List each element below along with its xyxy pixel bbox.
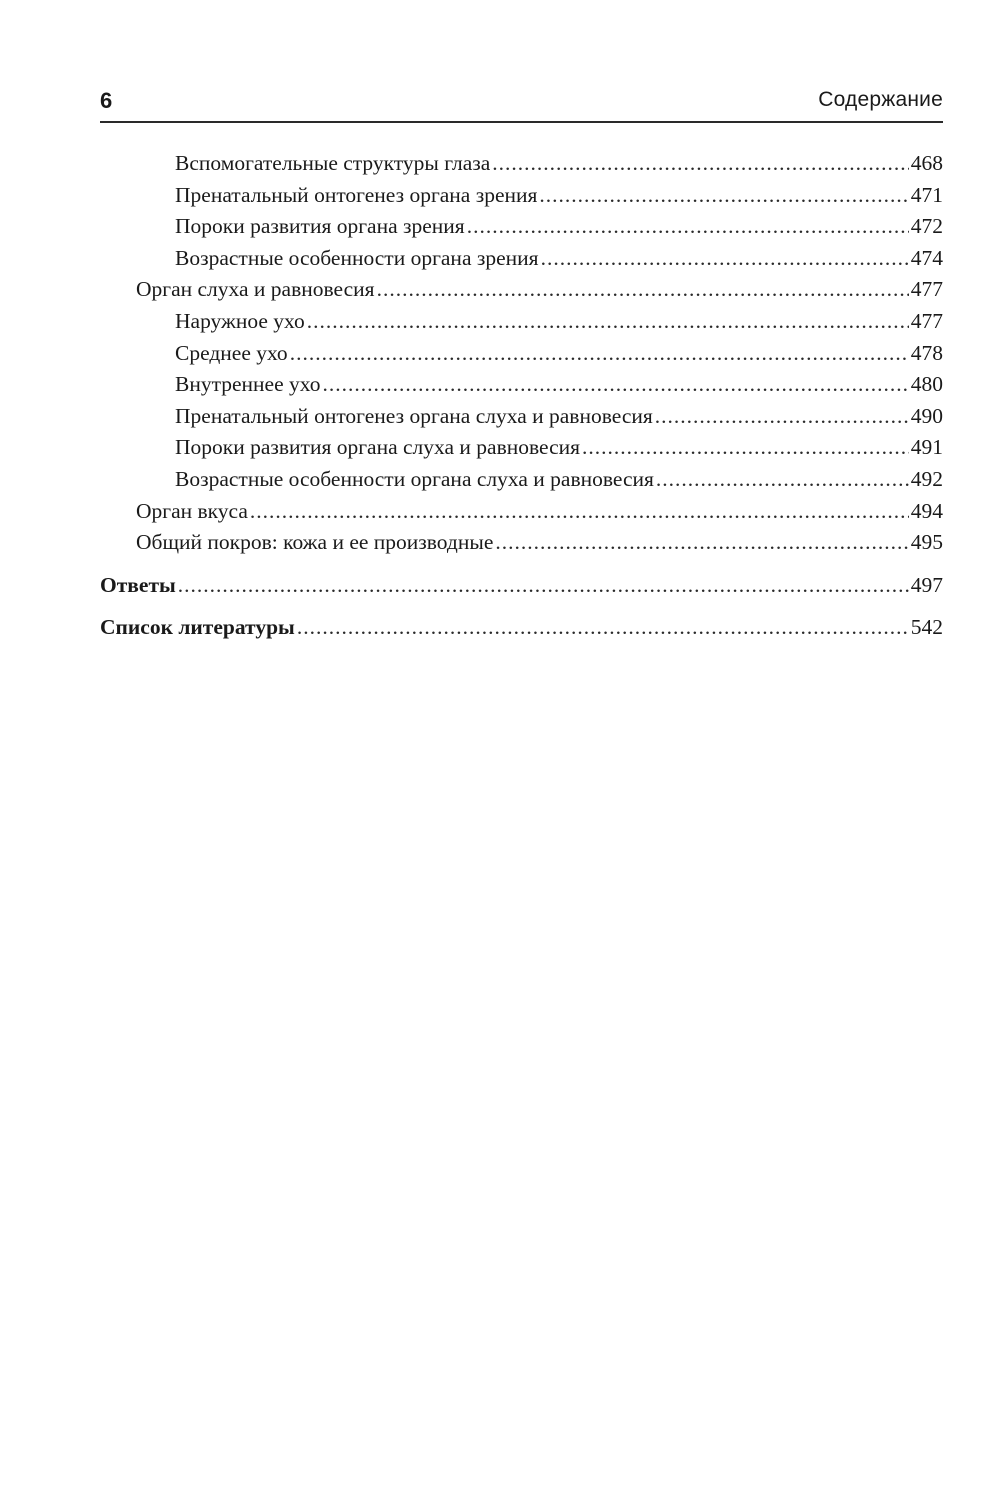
header-divider xyxy=(100,121,943,123)
toc-entry-page: 472 xyxy=(910,214,943,239)
toc-entry-title: Наружное ухо xyxy=(175,308,305,333)
toc-entry-title: Пренатальный онтогенез органа зрения xyxy=(175,182,538,207)
toc-entry-page: 490 xyxy=(910,403,943,428)
toc-entry-title: Возрастные особенности органа зрения xyxy=(175,245,539,270)
toc-entry[interactable] xyxy=(100,306,943,338)
toc-entry-title: Ответы xyxy=(100,572,176,597)
toc-entry[interactable] xyxy=(100,211,943,243)
toc-entry-page: 477 xyxy=(910,308,943,333)
toc-dot-leader xyxy=(307,306,909,338)
toc-entry-title: Пороки развития органа зрения xyxy=(175,214,465,239)
toc-entry-title: Пренатальный онтогенез органа слуха и равновесия xyxy=(175,403,653,428)
toc-section-entry[interactable] xyxy=(100,527,943,559)
toc-chapter-entry[interactable] xyxy=(100,570,943,602)
toc-entry[interactable] xyxy=(100,148,943,180)
toc-entry-page: 495 xyxy=(910,530,943,555)
toc-dot-leader xyxy=(467,211,909,243)
toc-dot-leader xyxy=(656,464,909,496)
toc-entry[interactable] xyxy=(100,464,943,496)
toc-dot-leader xyxy=(655,401,909,433)
toc-entry[interactable] xyxy=(100,180,943,212)
running-title: Содержание xyxy=(818,88,943,111)
toc-entry[interactable] xyxy=(100,243,943,275)
toc-entry-page: 471 xyxy=(910,182,943,207)
toc-dot-leader xyxy=(582,432,909,464)
toc-dot-leader xyxy=(541,243,909,275)
toc-entry-title: Среднее ухо xyxy=(175,340,288,365)
toc-entry-page: 468 xyxy=(910,151,943,175)
toc-chapter-entry[interactable] xyxy=(100,612,943,644)
toc-dot-leader xyxy=(495,527,908,559)
toc-entry-title: Общий покров: кожа и ее производные xyxy=(136,530,494,555)
toc-section-entry[interactable] xyxy=(100,496,943,528)
toc-entry-page: 497 xyxy=(910,572,943,597)
toc-entry-title: Список литературы xyxy=(100,615,295,640)
toc-section-entry[interactable] xyxy=(100,274,943,306)
toc-dot-leader xyxy=(539,180,908,212)
page-header xyxy=(100,86,943,118)
toc-dot-leader xyxy=(178,570,909,602)
toc-entry-title: Орган вкуса xyxy=(136,498,248,523)
toc-entry-page: 477 xyxy=(910,277,943,302)
toc-entry-title: Возрастные особенности органа слуха и равновесия xyxy=(175,466,654,491)
toc-entry-page: 474 xyxy=(910,245,943,270)
toc-entry-title: Внутреннее ухо xyxy=(175,372,321,397)
toc-entry-page: 492 xyxy=(910,466,943,491)
toc-entry[interactable] xyxy=(100,338,943,370)
toc-dot-leader xyxy=(322,369,908,401)
toc-dot-leader xyxy=(377,274,909,306)
toc-entry[interactable] xyxy=(100,432,943,464)
toc-entry[interactable] xyxy=(100,401,943,433)
table-of-contents xyxy=(100,148,943,644)
toc-entry-page: 491 xyxy=(910,435,943,460)
toc-entry-page: 480 xyxy=(910,372,943,397)
toc-dot-leader xyxy=(297,612,909,644)
toc-entry-page: 542 xyxy=(910,615,943,640)
toc-entry[interactable] xyxy=(100,369,943,401)
toc-dot-leader xyxy=(492,148,908,180)
toc-entry-page: 494 xyxy=(910,498,943,523)
toc-entry-title: Пороки развития органа слуха и равновесия xyxy=(175,435,581,460)
page-number: 6 xyxy=(100,88,113,113)
toc-entry-title: Орган слуха и равновесия xyxy=(136,277,375,302)
toc-entry-page: 478 xyxy=(910,340,943,365)
toc-dot-leader xyxy=(250,496,909,528)
toc-entry-title: Вспомогательные структуры глаза xyxy=(175,151,491,175)
toc-dot-leader xyxy=(290,338,909,370)
